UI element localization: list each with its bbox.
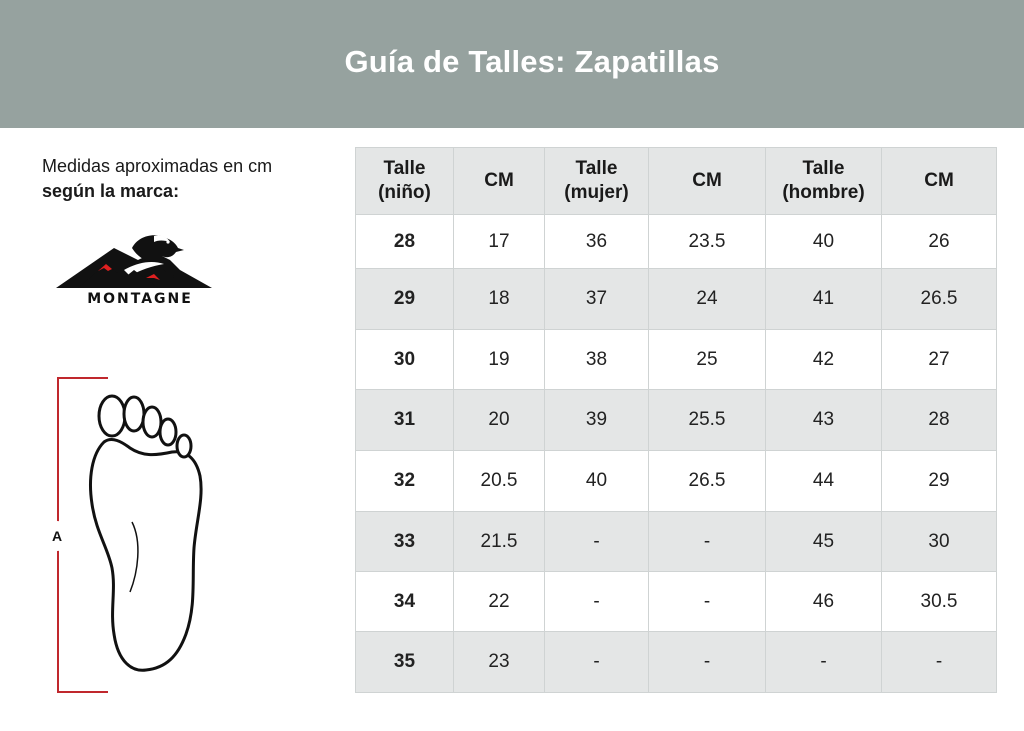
cell-cm-hombre: 30.5 [882, 572, 997, 632]
table-row [356, 269, 997, 330]
cell-talle-mujer: - [545, 572, 649, 632]
cell-talle-mujer: 36 [545, 215, 649, 269]
cell-talle-hombre: 45 [766, 512, 882, 572]
cell-cm-nino: 20 [454, 390, 545, 451]
cell-cm-hombre: - [882, 632, 997, 693]
table-header-row [356, 148, 997, 215]
header-bar [0, 0, 1024, 128]
cell-cm-hombre: 30 [882, 512, 997, 572]
cell-cm-nino: 19 [454, 330, 545, 390]
cell-talle-hombre: 40 [766, 215, 882, 269]
cell-cm-mujer: - [649, 572, 766, 632]
table-row [356, 512, 997, 572]
cell-talle-nino: 30 [356, 330, 454, 390]
cell-cm-hombre: 28 [882, 390, 997, 451]
cell-cm-nino: 21.5 [454, 512, 545, 572]
table-row [356, 215, 997, 269]
cell-talle-hombre: 42 [766, 330, 882, 390]
cell-talle-nino: 28 [356, 215, 454, 269]
cell-talle-mujer: 37 [545, 269, 649, 330]
cell-talle-nino: 34 [356, 572, 454, 632]
cell-talle-hombre: - [766, 632, 882, 693]
cell-cm-mujer: 25.5 [649, 390, 766, 451]
intro-line-1: Medidas aproximadas en cm [42, 156, 273, 176]
cell-cm-mujer: 26.5 [649, 451, 766, 512]
cell-cm-hombre: 29 [882, 451, 997, 512]
cell-cm-mujer: 24 [649, 269, 766, 330]
cell-talle-mujer: - [545, 512, 649, 572]
cell-cm-mujer: - [649, 512, 766, 572]
cell-talle-nino: 31 [356, 390, 454, 451]
table-row [356, 390, 997, 451]
cell-cm-nino: 20.5 [454, 451, 545, 512]
cell-talle-nino: 32 [356, 451, 454, 512]
cell-cm-mujer: 25 [649, 330, 766, 390]
table-row [356, 632, 997, 693]
header-talle-hombre: Talle (hombre) [766, 148, 882, 215]
table-row [356, 451, 997, 512]
header-talle-mujer: Talle (mujer) [545, 148, 649, 215]
cell-talle-hombre: 43 [766, 390, 882, 451]
cell-talle-hombre: 44 [766, 451, 882, 512]
table-row [356, 330, 997, 390]
header-cm-nino: CM [454, 148, 545, 215]
cell-talle-nino: 33 [356, 512, 454, 572]
cell-cm-hombre: 26 [882, 215, 997, 269]
measure-label-a: A [42, 521, 72, 551]
cell-talle-nino: 35 [356, 632, 454, 693]
cell-talle-mujer: 38 [545, 330, 649, 390]
header-cm-hombre: CM [882, 148, 997, 215]
cell-talle-mujer: 39 [545, 390, 649, 451]
intro-text [42, 154, 272, 204]
montagne-logo [54, 230, 226, 306]
cell-cm-mujer: 23.5 [649, 215, 766, 269]
cell-talle-nino: 29 [356, 269, 454, 330]
cell-talle-hombre: 41 [766, 269, 882, 330]
header-talle-nino: Talle (niño) [356, 148, 454, 215]
header-cm-mujer: CM [649, 148, 766, 215]
table-row [356, 572, 997, 632]
cell-talle-mujer: 40 [545, 451, 649, 512]
cell-talle-mujer: - [545, 632, 649, 693]
cell-cm-mujer: - [649, 632, 766, 693]
cell-cm-nino: 18 [454, 269, 545, 330]
cell-talle-hombre: 46 [766, 572, 882, 632]
size-table [355, 147, 997, 693]
cell-cm-hombre: 26.5 [882, 269, 997, 330]
cell-cm-nino: 17 [454, 215, 545, 269]
page-title: Guía de Talles: Zapatillas [344, 44, 720, 79]
intro-line-2: según la marca: [42, 181, 180, 201]
logo-wordmark: MONTAGNE [87, 291, 193, 306]
cell-cm-nino: 22 [454, 572, 545, 632]
cell-cm-hombre: 27 [882, 330, 997, 390]
cell-cm-nino: 23 [454, 632, 545, 693]
